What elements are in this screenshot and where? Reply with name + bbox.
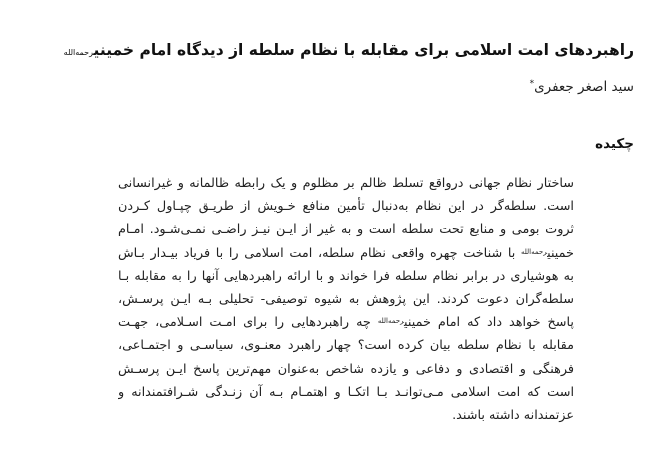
- abstract-line: است. سلطه‌گر در این نظام به‌دنبال تأمین منافع خـویش از طریـق چپـاول کـردن: [118, 199, 574, 215]
- abstract-heading: چکیده: [595, 136, 634, 152]
- abstract-line-part: خمینی: [547, 245, 574, 261]
- author-footnote-mark: *: [529, 79, 535, 89]
- inline-honorific: رحمه‌الله: [520, 247, 548, 256]
- abstract-line: [118, 242, 574, 265]
- abstract-line-part: چه راهبردهایی را برای امـت اسـلامی، جهـت: [118, 315, 371, 331]
- abstract-line: عزتمندانه داشته باشند.: [452, 407, 574, 423]
- title-honorific: رحمه‌الله: [63, 48, 94, 57]
- abstract-line-part: با شناخت چهره واقعی نظام سلطه، امت اسلامی را با فریاد بیـدار بـاش: [118, 245, 516, 261]
- abstract-line: فرهنگی و اقتصادی و دفاعی و یازده شاخص به‌عنوان مهم‌ترین پاسخ ایـن پرسـش: [118, 361, 574, 377]
- abstract-body: [118, 172, 574, 427]
- abstract-line: مقابله با نظام سلطه بیان کرده است؟ چهار راهبرد معنـوی، سیاسـی و اجتمـاعی،: [118, 338, 574, 354]
- abstract-line: است که امت اسلامی مـی‌توانـد بـا اتکـا و اهتمـام بـه آن زنـدگی شـرافتمندانه و: [118, 384, 574, 400]
- abstract-line: ساختار نظام جهانی درواقع تسلط ظالم بر مظلوم و یک رابطه ظالمانه و غیرانسانی: [118, 176, 574, 191]
- author-line: [530, 78, 634, 96]
- abstract-line: سلطه‌گران دعوت کردند. این پژوهش به شیوه توصیفی- تحلیلی بـه ایـن پرسـش،: [118, 291, 574, 307]
- abstract-line-part: پاسخ خواهد داد که امام خمینی: [403, 315, 574, 331]
- abstract-line: ثروت بومی و منابع تحت سلطه است و به غیر از ایـن نیـز راضـی نمـی‌شـود. امـام: [118, 222, 574, 238]
- inline-honorific: رحمه‌الله: [377, 317, 404, 326]
- author-name: سید اصغر جعفری: [534, 79, 634, 95]
- paper-title-text: راهبردهای امت اسلامی برای مقابله با نظام سلطه از دیدگاه امام خمینی: [93, 41, 634, 59]
- abstract-line: به هوشیاری در برابر نظام سلطه فرا خواند و با ارائه راهبردهایی آنها را به مقابله بـا: [118, 268, 574, 284]
- abstract-line: [118, 311, 574, 334]
- paper-title: [34, 40, 634, 60]
